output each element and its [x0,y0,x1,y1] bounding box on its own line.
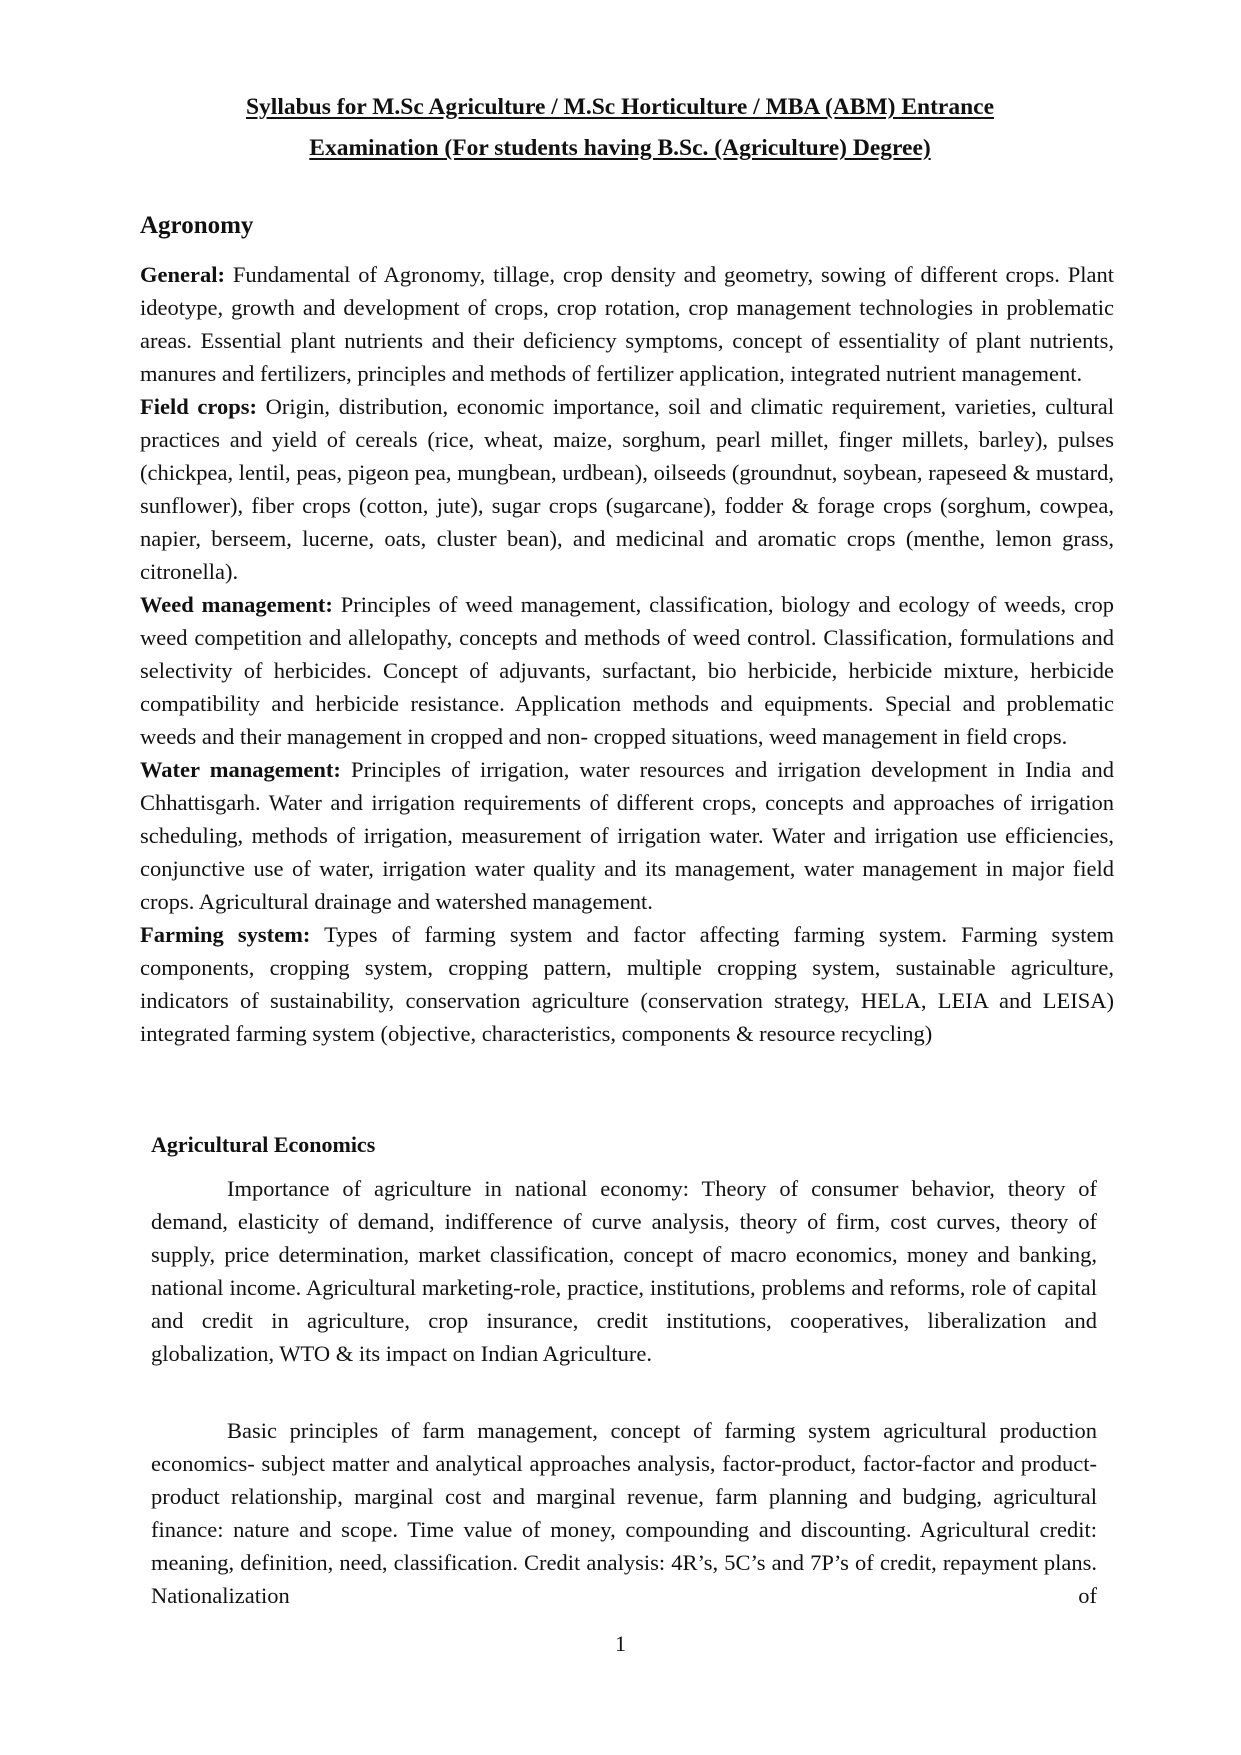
agronomy-heading: Agronomy [140,212,254,239]
topic-text-weed-management: Principles of weed management, classification, biology and ecology of weeds, crop weed competition and allelopathy, concepts and methods of weed control. Classification, formulations and selectivity of herbicides. Concept of adjuvants, surfactant, bio herbicide, herbicide mixture, herbicide compatibility and herbicide resistance. Application methods and equipments. Special and problematic weeds and their management in cropped and non- cropped situations, weed management in field crops. [140,592,1114,749]
topic-label-water-management: Water management: [140,757,341,782]
topic-text-water-management: Principles of irrigation, water resources and irrigation development in India and Chhattisgarh. Water and irrigation requirements of different crops, concepts and approaches of irrigation scheduling, methods of irrigation, measurement of irrigation water. Water and irrigation use efficiencies, conjunctive use of water, irrigation water quality and its management, water management in major field crops. Agricultural drainage and watershed management. [140,757,1114,914]
agricultural-economics-paragraph-1 [151,1172,1097,1370]
topic-label-farming-system: Farming system: [140,922,311,947]
topic-text-general: Fundamental of Agronomy, tillage, crop density and geometry, sowing of different crops. Plant ideotype, growth and development of crops, crop rotation, crop management technologies in problematic areas. Essential plant nutrients and their deficiency symptoms, concept of essentiality of plant nutrients, manures and fertilizers, principles and methods of fertilizer application, integrated nutrient management. [140,262,1114,386]
topic-label-weed-management: Weed management: [140,592,333,617]
agricultural-economics-paragraph-2 [151,1414,1097,1612]
econ-paragraph-1-text: Importance of agriculture in national economy: Theory of consumer behavior, theory of demand, elasticity of demand, indifference of curve analysis, theory of firm, cost curves, theory of supply, price determination, market classification, concept of macro economics, money and banking, national income. Agricultural marketing-role, practice, institutions, problems and reforms, role of capital and credit in agriculture, crop insurance, credit institutions, cooperatives, liberalization and globalization, WTO & its impact on Indian Agriculture. [151,1176,1097,1366]
agricultural-economics-heading: Agricultural Economics [151,1132,376,1157]
agronomy-weed-management-paragraph [140,588,1114,753]
agronomy-water-management-paragraph [140,753,1114,918]
econ-paragraph-2-text: Basic principles of farm management, concept of farming system agricultural production economics- subject matter and analytical approaches analysis, factor-product, factor-factor and product-product relationship, marginal cost and marginal revenue, farm planning and budging, agricultural finance: nature and scope. Time value of money, compounding and discounting. Agricultural credit: meaning, definition, need, classification. Credit analysis: 4R’s, 5C’s and 7P’s of credit, repayment plans. Nationalization of [151,1418,1097,1608]
topic-text-farming-system: Types of farming system and factor affecting farming system. Farming system components, cropping system, cropping pattern, multiple cropping system, sustainable agriculture, indicators of sustainability, conservation agriculture (conservation strategy, HELA, LEIA and LEISA) integrated farming system (objective, characteristics, components & resource recycling) [140,922,1114,1046]
agronomy-farming-system-paragraph [140,918,1114,1050]
topic-label-general: General: [140,262,225,287]
topic-label-field-crops: Field crops: [140,394,257,419]
topic-text-field-crops: Origin, distribution, economic importance, soil and climatic requirement, varieties, cultural practices and yield of cereals (rice, wheat, maize, sorghum, pearl millet, finger millets, barley), pulses (chickpea, lentil, peas, pigeon pea, mungbean, urdbean), oilseeds (groundnut, soybean, rapeseed & mustard, sunflower), fiber crops (cotton, jute), sugar crops (sugarcane), fodder & forage crops (sorghum, cowpea, napier, berseem, lucerne, oats, cluster bean), and medicinal and aromatic crops (menthe, lemon grass, citronella). [140,394,1115,584]
agronomy-section [140,258,1114,1050]
agronomy-general-paragraph [140,258,1114,390]
document-title-line-2: Examination (For students having B.Sc. (Agriculture) Degree) [309,135,931,161]
document-title-line-1: Syllabus for M.Sc Agriculture / M.Sc Horticulture / MBA (ABM) Entrance [245,94,995,120]
agronomy-field-crops-paragraph [140,390,1114,588]
page-number: 1 [615,1631,626,1656]
